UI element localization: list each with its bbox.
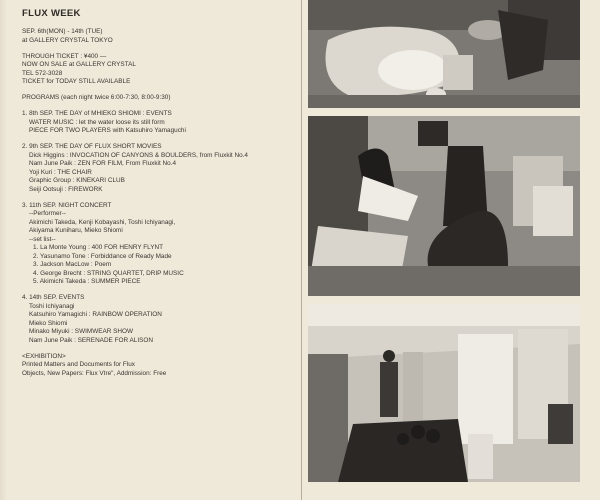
photo-group-event	[308, 116, 580, 296]
column-divider	[301, 0, 302, 500]
performer-label: --Performer--	[29, 210, 66, 217]
photo-performance-floor	[308, 0, 580, 108]
program-line: Mieko Shiomi	[29, 319, 68, 327]
program-heading: 4. 14th SEP. EVENTS	[22, 294, 85, 301]
dates-block	[22, 28, 297, 45]
page-title: FLUX WEEK	[22, 8, 81, 19]
program-heading: 3. 11th SEP. NIGHT CONCERT	[22, 201, 112, 209]
program-line: Nam June Paik : SERENADE FOR ALISON	[29, 336, 153, 344]
setlist-item: 3. Jackson MacLow : Poem	[33, 261, 112, 268]
program-line: Minako Miyuki : SWIMWEAR SHOW	[29, 328, 134, 335]
program-line: Seiji Ootsuji : FIREWORK	[29, 185, 103, 193]
program-2	[22, 143, 297, 194]
setlist-label: --set list--	[29, 235, 56, 243]
ticket-line: THROUGH TICKET : ¥400 —	[22, 52, 107, 60]
page-edge	[0, 0, 7, 500]
exhibition-heading: <EXHIBITION>	[22, 352, 66, 360]
photo-room-performance	[308, 304, 580, 482]
program-heading: 2. 9th SEP. THE DAY OF FLUX SHORT MOVIES	[22, 143, 162, 150]
ticket-block	[22, 53, 297, 87]
programs-heading-text: PROGRAMS (each night twice 6:00-7:30, 8:00-9:30)	[22, 94, 171, 101]
program-line: Toshi Ichiyanagi	[29, 302, 75, 310]
setlist-item: 1. La Monte Young : 400 FOR HENRY FLYNT	[33, 244, 164, 251]
program-3	[22, 202, 297, 287]
setlist-item: 2. Yasunamo Tone : Forbiddance of Ready Made	[33, 252, 172, 260]
setlist-item: 5. Akimichi Takeda : SUMMER PIECE	[33, 278, 141, 285]
program-line: Yoji Kuri : THE CHAIR	[29, 168, 92, 176]
ticket-line: TEL 572-3028	[22, 69, 63, 77]
venue: at GALLERY CRYSTAL TOKYO	[22, 36, 113, 44]
exhibition-line: Objects, New Papers: Flux Vtre", Addmission: Free	[22, 369, 167, 377]
performer-line: Akimichi Takeda, Kenji Kobayashi, Toshi Ichiyanagi,	[29, 218, 176, 226]
program-line: PIECE FOR TWO PLAYERS with Katsuhiro Yamaguchi	[29, 127, 186, 134]
exhibition-block	[22, 353, 297, 379]
program-line: Dick Higgins : INVOCATION OF CANYONS & BOULDERS, from Fluxkit No.4	[29, 151, 248, 159]
program-heading: 1. 8th SEP. THE DAY of MHIEKO SHIOMI : EVENTS	[22, 110, 172, 117]
program-line: Katsuhiro Yamagichi : RAINBOW OPERATION	[29, 311, 162, 318]
performer-line: Akiyama Kuniharu, Mieko Shiomi	[29, 227, 123, 234]
photo-column	[308, 0, 580, 500]
setlist-item: 4. George Brecht : STRING QUARTET, DRIP MUSIC	[33, 269, 184, 277]
event-text-column	[22, 8, 297, 492]
program-line: Graphic Group : KINEKARI CLUB	[29, 177, 125, 184]
program-line: Nam June Paik : ZEN FOR FILM, From Fluxkit No.4	[29, 160, 177, 167]
ticket-line: NOW ON SALE at GALLERY CRYSTAL	[22, 61, 136, 68]
program-line: WATER MUSIC : let the water loose its still form	[29, 118, 165, 126]
date-range: SEP. 6th(MON) - 14th (TUE)	[22, 28, 103, 35]
program-1	[22, 110, 297, 136]
program-4	[22, 294, 297, 345]
ticket-line: TICKET for TODAY STILL AVAILABLE	[22, 78, 131, 85]
programs-heading	[22, 94, 297, 103]
exhibition-line: Printed Matters and Documents for Flux	[22, 361, 135, 368]
